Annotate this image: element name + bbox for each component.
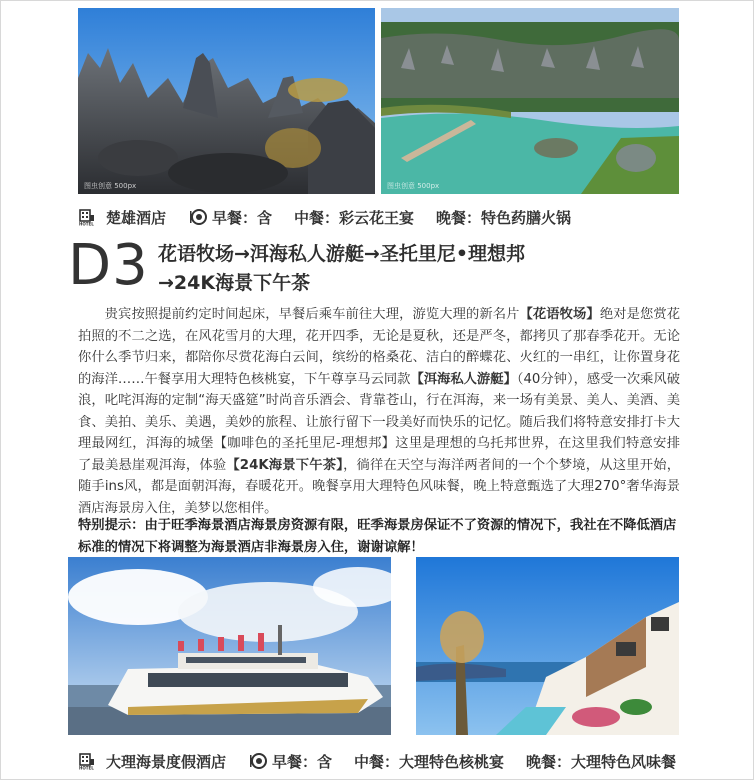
day3-info-row: [78, 750, 676, 772]
meal-icon: [250, 752, 268, 770]
day-label: D3: [68, 233, 149, 298]
paragraph-text: 绝对是您赏花拍照的不二之选，在风花雪月的大理，花开四季，无论是夏秋，还是严冬，都拷贝了那春季花开。无论你什么季节归来，都陪你尽赏花海白云间，缤纷的格桑花、洁白的醉蝶花、火红的一串红，让你置身花的海洋……午餐享用大理特色核桃宴，下午尊享马云同款: [78, 307, 681, 387]
breakfast-info: 早餐：含: [212, 208, 273, 227]
lunch-info: 中餐：彩云花王宴: [294, 208, 415, 227]
hotel-icon: [78, 208, 96, 226]
svg-text:HOTEL: HOTEL: [79, 765, 94, 770]
hotel-icon: [78, 752, 96, 770]
yacht-photo: [68, 557, 391, 735]
watermark: 图虫创意 500px: [84, 182, 137, 190]
route-line-1: 花语牧场→洱海私人游艇→圣托里尼•理想邦: [158, 243, 525, 265]
highlight-attraction: 【洱海私人游艇】: [410, 371, 517, 387]
highlight-attraction: 【24K海景下午茶】: [226, 457, 344, 473]
dinner-info: 晚餐：特色药膳火锅: [436, 208, 572, 227]
hotel-name: 楚雄酒店: [106, 208, 167, 227]
route-line-2: →24K海景下午茶: [158, 272, 311, 294]
watermark: 图虫创意 500px: [387, 182, 440, 190]
highlight-attraction: 【花语牧场】: [519, 307, 600, 322]
paragraph-text: 贵宾按照提前约定时间起床，早餐后乘车前往大理，游览大理的新名片: [104, 307, 520, 322]
lunch-info: 中餐：大理特色核桃宴: [354, 752, 505, 771]
day1-info-row: [78, 206, 571, 228]
dinner-info: 晚餐：大理特色风味餐: [526, 752, 677, 771]
stone-lake-photo: [381, 8, 679, 194]
paragraph-text: ，徜徉在天空与海洋两者间的一个个梦境，从这里开始，随手ins风，都是面朝洱海，春暖花开。晚餐享用大理特色风味餐，晚上特意甄选了大理270°奢华海景酒店海景房入住，美梦以您相伴。: [78, 457, 680, 516]
meal-icon: [190, 208, 208, 226]
ideal-bang-photo: [416, 557, 679, 735]
svg-text:HOTEL: HOTEL: [79, 221, 94, 226]
hotel-name: 大理海景度假酒店: [106, 752, 227, 771]
special-notice: 特别提示：由于旺季海景酒店海景房资源有限，旺季海景房保证不了资源的情况下，我社在不降低酒店标准的情况下将调整为海景酒店非海景房入住，谢谢谅解！: [78, 518, 677, 555]
paragraph-text: （40分钟），感受一次乘风破浪，叱咤洱海的定制“海天盛筵”时尚音乐酒会、背靠苍山，行在洱海，来一场有美景、美人、美酒、美食、美拍、美乐、美遇，美妙的旅程、让旅行留下一段美好而快乐的记忆。随后我们将特意安排打卡大理最网红，洱海的城堡【咖啡色的圣托里尼-理想邦】这里是理想的乌托邦世界，在这里我们特意安排了最美悬崖观洱海，体验: [78, 371, 681, 473]
stone-forest-photo: [78, 8, 375, 194]
breakfast-info: 早餐：含: [272, 752, 333, 771]
route-title: [158, 240, 525, 298]
itinerary-paragraph: [78, 304, 680, 519]
